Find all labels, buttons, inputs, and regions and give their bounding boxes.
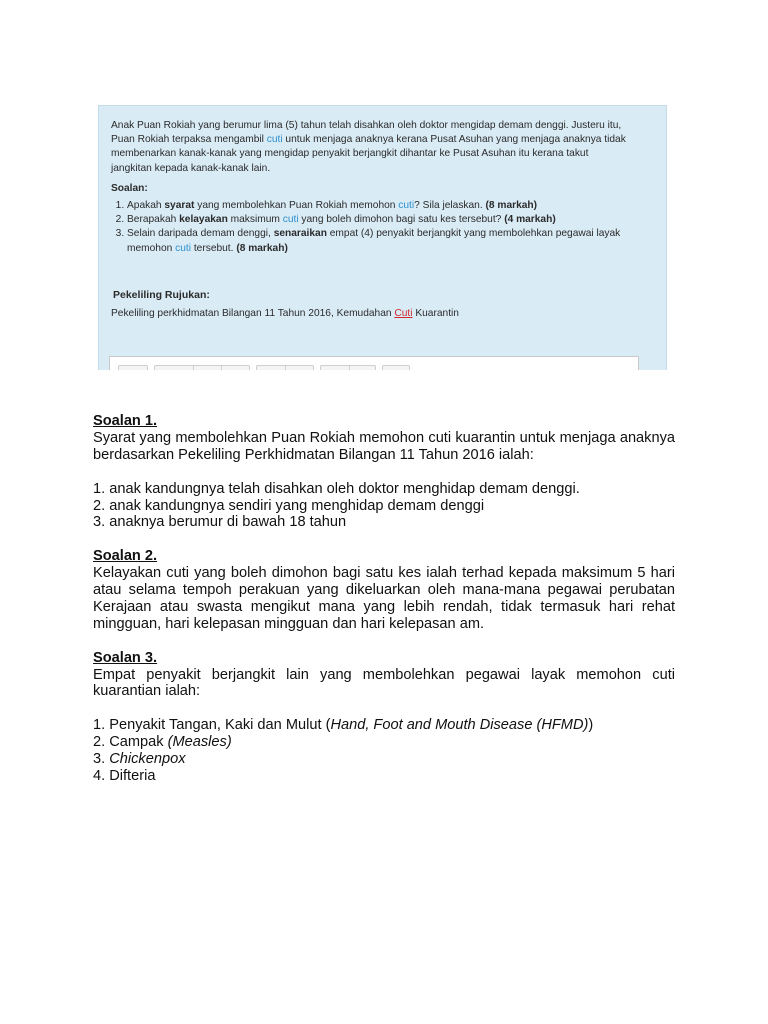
- heading-soalan-1: Soalan 1.: [93, 413, 158, 429]
- toolbar-button[interactable]: [382, 365, 410, 370]
- reference-text: Pekeliling perkhidmatan Bilangan 11 Tahun 2016, Kemudahan Cuti Kuarantin: [111, 308, 459, 319]
- heading-soalan-3: Soalan 3.: [93, 649, 158, 666]
- reference-title: Pekeliling Rujukan:: [113, 289, 210, 301]
- answer-3-item: 3. Chickenpox: [93, 751, 186, 768]
- answer-2-text: Kelayakan cuti yang boleh dimohon bagi satu kes ialah terhad kepada maksimum 5 hari atau selama tempoh perakuan yang dikeluarkan oleh mana-mana pegawai perubatan Kerajaan atau swasta mengikut mana yang lebih rendah, tidak termasuk hari rehat mingguan, hari kelepasan mingguan dan hari kelepasan am.: [93, 565, 675, 632]
- heading-soalan-2: Soalan 2.: [93, 548, 158, 565]
- answer-3-item: 2. Campak (Measles): [93, 734, 232, 751]
- answer-3-intro: Empat penyakit berjangkit lain yang membolehkan pegawai layak memohon cuti kuarantian ialah:: [93, 666, 675, 700]
- keyword-cuti: cuti: [266, 134, 283, 146]
- toolbar-button-group[interactable]: [154, 365, 250, 370]
- toolbar-button-group[interactable]: [256, 365, 314, 370]
- questions-list: [111, 199, 657, 256]
- scenario-paragraph: Anak Puan Rokiah yang berumur lima (5) tahun telah disahkan oleh doktor mengidap demam denggi. Justeru itu, Puan Rokiah terpaksa mengambil cuti untuk menjaga anaknya kerana Pusat Asuhan yang menjaga anaknya tidak membenarkan kanak-kanak yang mengidap penyakit berjangkit dihantar ke Pusat Asuhan itu kerana takut jangkitan kepada kanak-kanak lain.: [111, 120, 626, 174]
- answers-section: [93, 413, 675, 785]
- answer-3-item: 1. Penyakit Tangan, Kaki dan Mulut (Hand, Foot and Mouth Disease (HFMD)): [93, 717, 594, 734]
- toolbar-button-group[interactable]: [320, 365, 376, 370]
- answer-1-item: 2. anak kandungnya sendiri yang menghidap demam denggi: [93, 497, 485, 514]
- question-item: 1. Apakah syarat yang membolehkan Puan Rokiah memohon cuti? Sila jelaskan. (8 markah): [127, 199, 657, 213]
- answer-3-item: 4. Difteria: [93, 767, 156, 784]
- answer-1-intro: Syarat yang membolehkan Puan Rokiah memohon cuti kuarantin untuk menjaga anaknya berdasarkan Pekeliling Perkhidmatan Bilangan 11 Tahun 2016 ialah:: [93, 429, 675, 463]
- editor-toolbar: [109, 356, 639, 370]
- question-item: 3. Selain daripada demam denggi, senaraikan empat (4) penyakit berjangkit yang membolehkan pegawai layak memohon cuti tersebut. (8 markah): [127, 227, 657, 255]
- toolbar-button[interactable]: [118, 365, 148, 370]
- keyword-cuti-link[interactable]: Cuti: [394, 308, 413, 319]
- question-item: 2. Berapakah kelayakan maksimum cuti yang boleh dimohon bagi satu kes tersebut? (4 markah): [127, 213, 657, 227]
- answer-1-item: 3. anaknya berumur di bawah 18 tahun: [93, 514, 347, 531]
- answer-1-item: 1. anak kandungnya telah disahkan oleh doktor menghidap demam denggi.: [93, 480, 580, 497]
- question-screenshot: [98, 105, 667, 370]
- questions-title: Soalan:: [111, 183, 148, 194]
